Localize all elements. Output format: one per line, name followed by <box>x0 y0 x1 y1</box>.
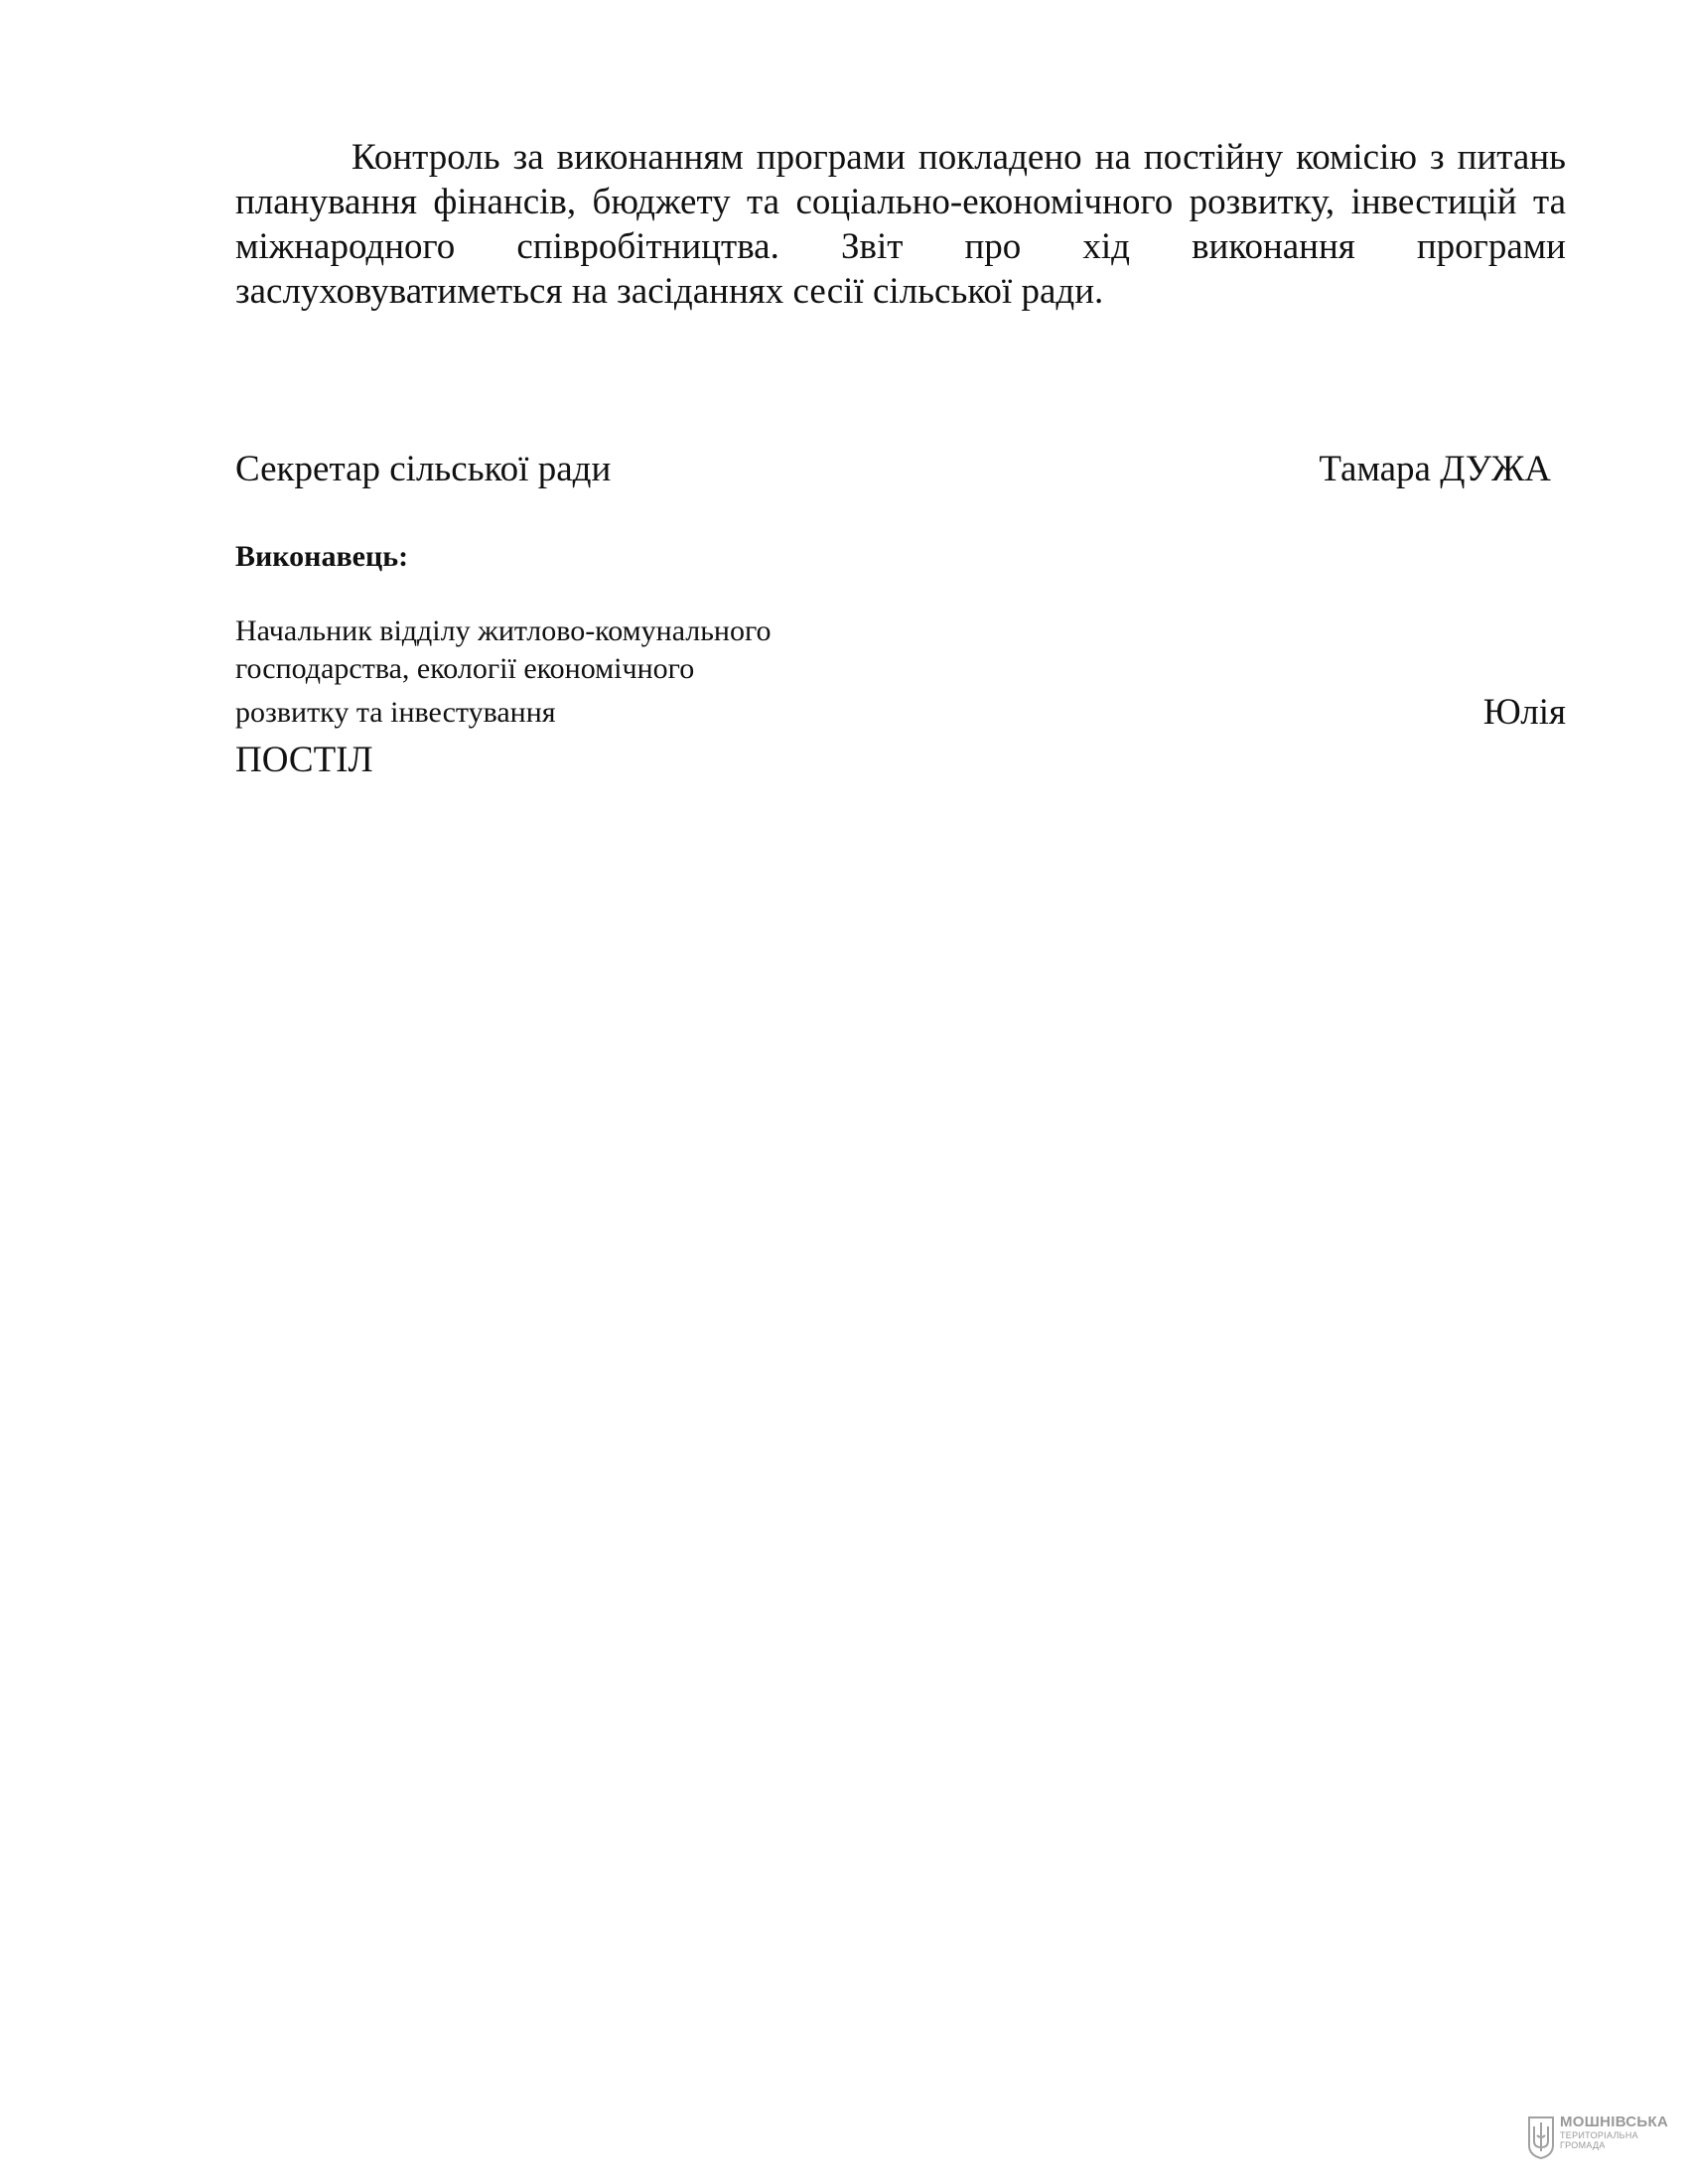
executor-heading: Виконавець: <box>235 540 409 573</box>
community-watermark <box>1527 2113 1676 2164</box>
executor-position-line: господарства, екології економічного <box>235 652 695 685</box>
control-paragraph: Контроль за виконанням програми покладено на постійну комісію з питань планування фінансів, бюджету та соціально-економічного розвитку, інвестицій та міжнародного співробітництва. Звіт про хід виконання програми заслуховуватиметься на засіданнях сесії сільської ради. <box>235 137 1566 312</box>
watermark-subtitle: ГРОМАДА <box>1560 2140 1606 2150</box>
watermark-subtitle: ТЕРИТОРІАЛЬНА <box>1560 2130 1638 2140</box>
executor-block <box>235 614 1566 792</box>
watermark-text <box>1560 2115 1668 2150</box>
executor-last-name: ПОСТІЛ <box>235 740 373 780</box>
executor-first-name: Юлія <box>1482 692 1566 733</box>
executor-position-line: Начальник відділу житлово-комунального <box>235 614 772 647</box>
executor-position-line: розвитку та інвестування <box>235 696 556 729</box>
trident-emblem-icon <box>1527 2116 1555 2159</box>
signatory-position: Секретар сільської ради <box>235 449 612 489</box>
signatory-name: Тамара ДУЖА <box>1319 449 1551 489</box>
watermark-title: МОШНІВСЬКА <box>1560 2114 1669 2130</box>
